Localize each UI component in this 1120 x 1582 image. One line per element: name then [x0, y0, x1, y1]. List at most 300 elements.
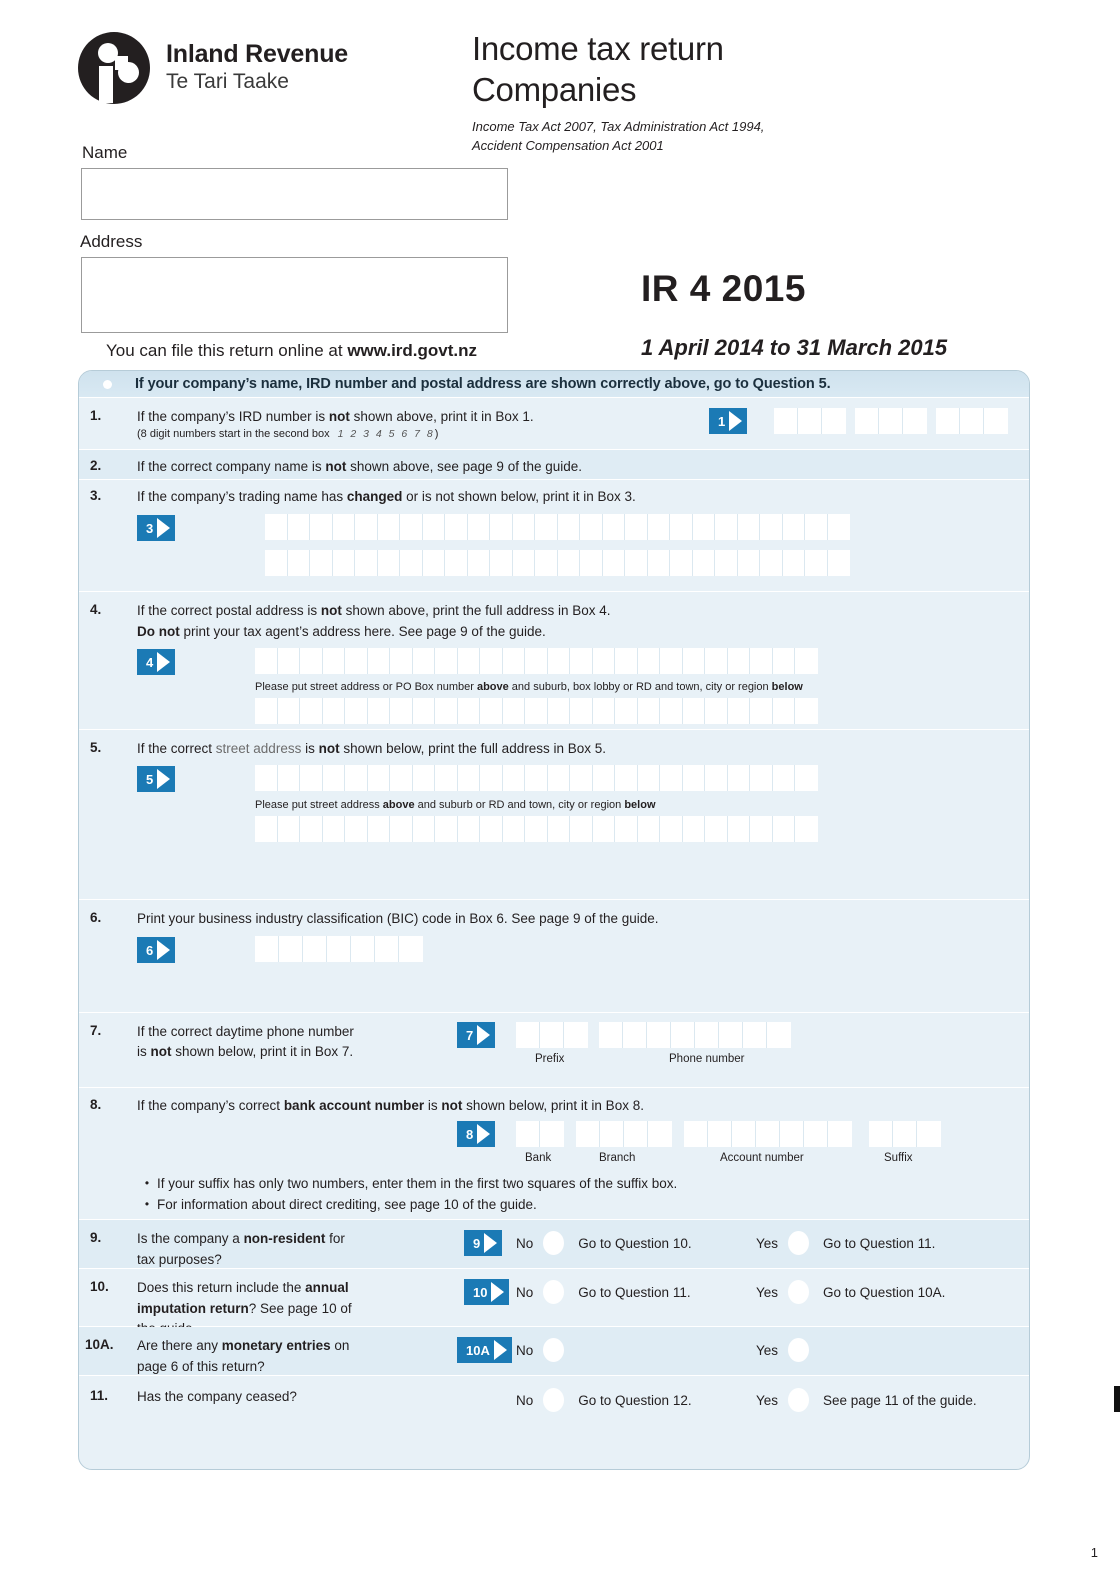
cell[interactable]	[728, 765, 751, 791]
cell[interactable]	[693, 550, 716, 576]
cell[interactable]	[773, 648, 796, 674]
cell[interactable]	[828, 1121, 852, 1147]
cell[interactable]	[323, 765, 346, 791]
cell[interactable]	[345, 765, 368, 791]
cell[interactable]	[540, 1121, 564, 1147]
cell[interactable]	[323, 816, 346, 842]
cell[interactable]	[683, 816, 706, 842]
question-10-no-option[interactable]	[516, 1280, 691, 1304]
cell[interactable]	[705, 765, 728, 791]
cell[interactable]	[893, 1121, 917, 1147]
cell[interactable]	[345, 698, 368, 724]
q8-bullet-1-text: If your suffix has only two numbers, enter them in the first two squares of the suffix box.	[157, 1176, 678, 1191]
q9-no-action: Go to Question 10.	[578, 1235, 692, 1251]
cell[interactable]	[593, 698, 616, 724]
arrow-right-icon	[729, 408, 745, 434]
question-7-number: 7.	[90, 1023, 102, 1038]
q5-text-b: is	[301, 741, 319, 756]
box-7-phone-number-field[interactable]	[599, 1022, 791, 1048]
q8-bullet-2-text: For information about direct crediting, see page 10 of the guide.	[157, 1196, 537, 1212]
cell[interactable]	[773, 765, 796, 791]
cell[interactable]	[773, 698, 796, 724]
q11-yes-radio[interactable]	[788, 1388, 809, 1412]
cell[interactable]	[615, 698, 638, 724]
bullet-icon: •	[144, 1196, 150, 1211]
page-number: 1	[1090, 1545, 1098, 1560]
cell[interactable]	[503, 698, 526, 724]
cell[interactable]	[333, 514, 356, 540]
q10-text-a: Does this return include the	[137, 1280, 306, 1295]
question-4-number: 4.	[90, 602, 102, 617]
name-input[interactable]	[81, 168, 508, 220]
cell[interactable]	[795, 648, 818, 674]
box-8-suffix-field[interactable]	[869, 1121, 941, 1147]
cell[interactable]	[903, 408, 927, 434]
q10-yes-label: Yes	[756, 1284, 779, 1300]
cell[interactable]	[548, 816, 571, 842]
cell[interactable]	[548, 765, 571, 791]
q9-text-bold: non-resident	[243, 1231, 326, 1246]
cell[interactable]	[615, 765, 638, 791]
q11-no-radio[interactable]	[543, 1388, 564, 1412]
cell[interactable]	[648, 550, 671, 576]
cell[interactable]	[480, 648, 503, 674]
cell[interactable]	[647, 1022, 671, 1048]
cell[interactable]	[756, 1121, 780, 1147]
q8-text-bold2: not	[441, 1098, 463, 1113]
cell[interactable]	[548, 648, 571, 674]
cell[interactable]	[625, 514, 648, 540]
box-4-postal-address-row-1[interactable]	[255, 648, 818, 674]
cell[interactable]	[480, 765, 503, 791]
q8-text-bold1: bank account number	[283, 1098, 425, 1113]
box-5-street-address-row-1[interactable]	[255, 765, 818, 791]
cell[interactable]	[600, 1121, 624, 1147]
q9-text-c: for	[325, 1231, 345, 1246]
box-8-label: 8	[466, 1126, 474, 1142]
box-9-marker	[464, 1230, 502, 1256]
question-7-line-1: If the correct daytime phone number	[137, 1024, 354, 1039]
cell[interactable]	[760, 514, 783, 540]
cell[interactable]	[705, 698, 728, 724]
cell[interactable]	[255, 936, 279, 962]
branch-label: Branch	[599, 1152, 636, 1164]
q9-no-label: No	[516, 1235, 534, 1251]
cell[interactable]	[576, 1121, 600, 1147]
cell[interactable]	[375, 936, 399, 962]
box-4-postal-address-row-2[interactable]	[255, 698, 818, 724]
question-5-hint	[255, 798, 656, 813]
cell[interactable]	[869, 1121, 893, 1147]
question-1-hint	[137, 427, 438, 442]
question-10-number: 10.	[90, 1279, 109, 1294]
cell[interactable]	[303, 936, 327, 962]
ird-group-1[interactable]	[774, 408, 846, 434]
question-11-yes-option[interactable]	[756, 1388, 977, 1412]
cell[interactable]	[458, 648, 481, 674]
arrow-right-icon	[484, 1230, 500, 1256]
cell[interactable]	[468, 514, 491, 540]
q10a-no-radio[interactable]	[543, 1338, 564, 1362]
cell[interactable]	[516, 1022, 540, 1048]
box-3-trading-name-row-2[interactable]	[265, 550, 850, 576]
cell[interactable]	[458, 765, 481, 791]
cell[interactable]	[345, 648, 368, 674]
cell[interactable]	[300, 698, 323, 724]
cell[interactable]	[255, 765, 278, 791]
question-1-text	[137, 407, 534, 428]
q1-text-bold: not	[328, 409, 350, 424]
cell[interactable]	[525, 648, 548, 674]
cell[interactable]	[773, 816, 796, 842]
box-7-label: 7	[466, 1027, 474, 1043]
cell[interactable]	[705, 648, 728, 674]
cell[interactable]	[300, 648, 323, 674]
box-6-bic-code-field[interactable]	[255, 936, 423, 962]
box-3-label: 3	[146, 520, 154, 536]
cell[interactable]	[767, 1022, 791, 1048]
box-6-marker	[137, 937, 175, 963]
box-1-ird-number-field[interactable]	[774, 408, 1008, 434]
cell[interactable]	[535, 514, 558, 540]
question-11-text: Has the company ceased?	[137, 1389, 297, 1404]
cell[interactable]	[480, 698, 503, 724]
box-7-prefix-field[interactable]	[516, 1022, 588, 1048]
cell[interactable]	[503, 648, 526, 674]
question-10-yes-option[interactable]	[756, 1280, 945, 1304]
cell[interactable]	[265, 550, 288, 576]
cell[interactable]	[558, 514, 581, 540]
cell[interactable]	[445, 514, 468, 540]
cell[interactable]	[760, 550, 783, 576]
cell[interactable]	[738, 514, 761, 540]
cell[interactable]	[525, 698, 548, 724]
box-1-label: 1	[718, 413, 726, 429]
cell[interactable]	[684, 1121, 708, 1147]
q1-hint-b: )	[434, 428, 439, 440]
cell[interactable]	[345, 816, 368, 842]
cell[interactable]	[638, 816, 661, 842]
cell[interactable]	[805, 514, 828, 540]
box-3-trading-name-row-1[interactable]	[265, 514, 850, 540]
cell[interactable]	[351, 936, 375, 962]
cell[interactable]	[525, 765, 548, 791]
question-5-text	[137, 739, 606, 760]
cell[interactable]	[804, 1121, 828, 1147]
cell[interactable]	[705, 816, 728, 842]
cell[interactable]	[750, 816, 773, 842]
question-6-row	[79, 900, 1029, 1013]
cell[interactable]	[732, 1121, 756, 1147]
cell[interactable]	[798, 408, 822, 434]
cell[interactable]	[660, 765, 683, 791]
cell[interactable]	[660, 816, 683, 842]
cell[interactable]	[783, 550, 806, 576]
question-10a-row	[79, 1327, 1029, 1376]
q10-yes-radio[interactable]	[788, 1280, 809, 1304]
cell[interactable]	[660, 698, 683, 724]
question-9-yes-option[interactable]	[756, 1231, 935, 1255]
cell[interactable]	[570, 765, 593, 791]
cell[interactable]	[638, 698, 661, 724]
question-11-row	[79, 1376, 1029, 1424]
q10a-no-label: No	[516, 1342, 534, 1358]
cell[interactable]	[400, 550, 423, 576]
cell[interactable]	[564, 1022, 588, 1048]
cell[interactable]	[458, 816, 481, 842]
q1-hint-a: (8 digit numbers start in the second box	[137, 428, 330, 440]
cell[interactable]	[774, 408, 798, 434]
q10a-yes-radio[interactable]	[788, 1338, 809, 1362]
cell[interactable]	[750, 698, 773, 724]
cell[interactable]	[570, 698, 593, 724]
cell[interactable]	[695, 1022, 719, 1048]
cell[interactable]	[615, 816, 638, 842]
question-1-row	[79, 398, 1029, 450]
cell[interactable]	[984, 408, 1008, 434]
cell[interactable]	[300, 816, 323, 842]
cell[interactable]	[795, 816, 818, 842]
cell[interactable]	[255, 648, 278, 674]
q9-text-a: Is the company a	[137, 1231, 244, 1246]
arrow-right-icon	[157, 515, 173, 541]
cell[interactable]	[390, 816, 413, 842]
question-10a-yes-option[interactable]	[756, 1338, 809, 1362]
cell[interactable]	[693, 514, 716, 540]
box-8-account-number-field[interactable]	[684, 1121, 852, 1147]
cell[interactable]	[728, 698, 751, 724]
q5-text-bold: not	[318, 741, 340, 756]
cell[interactable]	[683, 765, 706, 791]
cell[interactable]	[855, 408, 879, 434]
cell[interactable]	[445, 550, 468, 576]
cell[interactable]	[822, 408, 846, 434]
box-1-marker	[709, 408, 747, 434]
cell[interactable]	[593, 765, 616, 791]
question-9-no-option[interactable]	[516, 1231, 692, 1255]
cell[interactable]	[468, 550, 491, 576]
cell[interactable]	[780, 1121, 804, 1147]
q7-l2-bold: not	[150, 1044, 172, 1059]
cell[interactable]	[255, 816, 278, 842]
cell[interactable]	[795, 765, 818, 791]
cell[interactable]	[513, 550, 536, 576]
ird-group-2[interactable]	[855, 408, 927, 434]
cell[interactable]	[750, 648, 773, 674]
cell[interactable]	[255, 698, 278, 724]
cell[interactable]	[435, 816, 458, 842]
cell[interactable]	[390, 648, 413, 674]
acts-line-1: Income Tax Act 2007, Tax Administration Act 1994,	[472, 118, 765, 134]
cell[interactable]	[413, 816, 436, 842]
cell[interactable]	[288, 514, 311, 540]
cell[interactable]	[355, 550, 378, 576]
cell[interactable]	[480, 816, 503, 842]
cell[interactable]	[435, 648, 458, 674]
question-11-no-option[interactable]	[516, 1388, 692, 1412]
cell[interactable]	[593, 816, 616, 842]
cell[interactable]	[355, 514, 378, 540]
cell[interactable]	[670, 550, 693, 576]
cell[interactable]	[513, 514, 536, 540]
cell[interactable]	[715, 550, 738, 576]
q9-no-radio[interactable]	[543, 1231, 564, 1255]
question-10a-text	[137, 1336, 349, 1377]
file-online-text: You can file this return online at	[106, 341, 348, 360]
cell[interactable]	[525, 816, 548, 842]
cell[interactable]	[879, 408, 903, 434]
cell[interactable]	[805, 550, 828, 576]
cell[interactable]	[300, 765, 323, 791]
cell[interactable]	[670, 514, 693, 540]
cell[interactable]	[368, 765, 391, 791]
ird-group-3[interactable]	[936, 408, 1008, 434]
box-5-street-address-row-2[interactable]	[255, 816, 818, 842]
cell[interactable]	[333, 550, 356, 576]
cell[interactable]	[490, 550, 513, 576]
cell[interactable]	[378, 514, 401, 540]
cell[interactable]	[750, 765, 773, 791]
cell[interactable]	[503, 765, 526, 791]
cell[interactable]	[599, 1022, 623, 1048]
cell[interactable]	[558, 550, 581, 576]
cell[interactable]	[516, 1121, 540, 1147]
cell[interactable]	[660, 648, 683, 674]
cell[interactable]	[738, 550, 761, 576]
cell[interactable]	[323, 648, 346, 674]
cell[interactable]	[648, 514, 671, 540]
q10-no-label: No	[516, 1284, 534, 1300]
cell[interactable]	[623, 1022, 647, 1048]
cell[interactable]	[828, 514, 851, 540]
cell[interactable]	[603, 514, 626, 540]
box-10-marker	[464, 1279, 509, 1305]
cell[interactable]	[503, 816, 526, 842]
cell[interactable]	[828, 550, 851, 576]
cell[interactable]	[593, 648, 616, 674]
cell[interactable]	[728, 648, 751, 674]
cell[interactable]	[728, 816, 751, 842]
cell[interactable]	[671, 1022, 695, 1048]
cell[interactable]	[603, 550, 626, 576]
q8-text-a: If the company’s correct	[137, 1098, 284, 1113]
cell[interactable]	[570, 648, 593, 674]
cell[interactable]	[570, 816, 593, 842]
box-4-marker	[137, 649, 175, 675]
question-2-number: 2.	[90, 458, 102, 473]
cell[interactable]	[423, 550, 446, 576]
cell[interactable]	[683, 648, 706, 674]
cell[interactable]	[310, 514, 333, 540]
cell[interactable]	[413, 698, 436, 724]
cell[interactable]	[378, 550, 401, 576]
cell[interactable]	[368, 648, 391, 674]
cell[interactable]	[540, 1022, 564, 1048]
cell[interactable]	[638, 765, 661, 791]
q10-no-radio[interactable]	[543, 1280, 564, 1304]
cell[interactable]	[719, 1022, 743, 1048]
cell[interactable]	[435, 698, 458, 724]
cell[interactable]	[580, 550, 603, 576]
cell[interactable]	[625, 550, 648, 576]
cell[interactable]	[580, 514, 603, 540]
q3-text-bold: changed	[346, 489, 403, 504]
question-6-text: Print your business industry classification (BIC) code in Box 6. See page 9 of the guide.	[137, 911, 659, 926]
question-5-number: 5.	[90, 740, 102, 755]
name-label: Name	[82, 143, 128, 162]
address-input[interactable]	[81, 257, 508, 333]
cell[interactable]	[368, 698, 391, 724]
cell[interactable]	[615, 648, 638, 674]
cell[interactable]	[400, 514, 423, 540]
question-3-number: 3.	[90, 488, 102, 503]
cell[interactable]	[323, 698, 346, 724]
cell[interactable]	[413, 765, 436, 791]
cell[interactable]	[278, 765, 301, 791]
cell[interactable]	[278, 816, 301, 842]
cell[interactable]	[278, 698, 301, 724]
cell[interactable]	[458, 698, 481, 724]
q4-hint-c: and suburb, box lobby or RD and town, city or region	[508, 681, 772, 693]
cell[interactable]	[310, 550, 333, 576]
org-name: Inland Revenue	[166, 40, 348, 69]
box-4-label: 4	[146, 654, 154, 670]
cell[interactable]	[917, 1121, 941, 1147]
cell[interactable]	[288, 550, 311, 576]
question-8-row	[79, 1088, 1029, 1220]
cell[interactable]	[638, 648, 661, 674]
q1-text-a: If the company’s IRD number is	[137, 409, 329, 424]
question-2-text	[137, 457, 582, 478]
box-8-branch-field[interactable]	[576, 1121, 672, 1147]
bank-label: Bank	[525, 1152, 552, 1164]
cell[interactable]	[683, 698, 706, 724]
cell[interactable]	[490, 514, 513, 540]
cell[interactable]	[368, 816, 391, 842]
cell[interactable]	[783, 514, 806, 540]
cell[interactable]	[648, 1121, 672, 1147]
title-line-1: Income tax return	[472, 30, 724, 67]
cell[interactable]	[960, 408, 984, 434]
cell[interactable]	[390, 765, 413, 791]
cell[interactable]	[279, 936, 303, 962]
inland-revenue-logo	[78, 32, 348, 104]
q4-hint-below: below	[771, 681, 803, 693]
cell[interactable]	[435, 765, 458, 791]
question-10a-no-option[interactable]	[516, 1338, 564, 1362]
cell[interactable]	[265, 514, 288, 540]
q9-yes-radio[interactable]	[788, 1231, 809, 1255]
cell[interactable]	[423, 514, 446, 540]
cell[interactable]	[715, 514, 738, 540]
box-9-label: 9	[473, 1235, 481, 1251]
cell[interactable]	[278, 648, 301, 674]
cell[interactable]	[327, 936, 351, 962]
question-3-row	[79, 480, 1029, 592]
cell[interactable]	[399, 936, 423, 962]
cell[interactable]	[535, 550, 558, 576]
cell[interactable]	[624, 1121, 648, 1147]
box-8-bank-field[interactable]	[516, 1121, 564, 1147]
q10-text-d: ? See page 10 of	[248, 1300, 352, 1316]
cell[interactable]	[548, 698, 571, 724]
cell[interactable]	[390, 698, 413, 724]
cell[interactable]	[743, 1022, 767, 1048]
cell[interactable]	[936, 408, 960, 434]
cell[interactable]	[708, 1121, 732, 1147]
cell[interactable]	[413, 648, 436, 674]
cell[interactable]	[795, 698, 818, 724]
